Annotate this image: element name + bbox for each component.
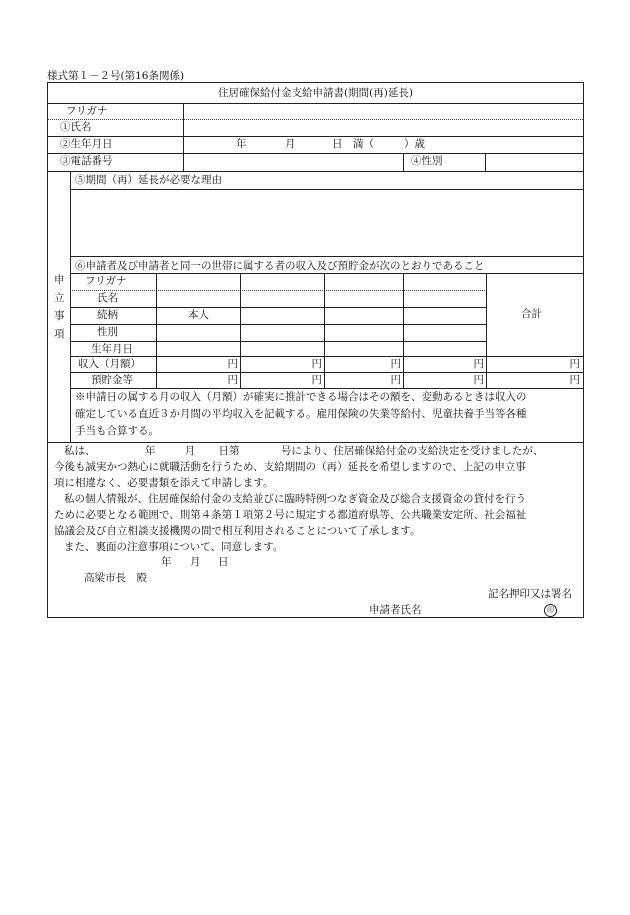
side-label-4: 項 — [54, 328, 65, 340]
age-open: 満（ — [353, 138, 374, 150]
row-label-savings: 預貯金等 — [91, 374, 133, 386]
form-caption: 様式第１－２号(第16条関係) — [47, 70, 185, 82]
application-form — [47, 82, 584, 618]
declaration-p1-line2: 今後も誠実かつ熱心に就職活動を行うため、支給期間の（再）延長を希望しますので、上記の申立事 — [54, 461, 526, 473]
row-label-income: 収入（月額） — [78, 358, 141, 370]
yen-unit: 円 — [390, 358, 401, 370]
income-header: ⑥申請者及び申請者と同一の世帯に属する者の収入及び預貯金が次のとおりであること — [75, 260, 485, 272]
yen-unit: 円 — [311, 358, 322, 370]
declaration-p2-line3: 協議会及び自立相談支援機関の間で相互利用されることについて了承します。 — [54, 525, 421, 537]
side-label-2: 立 — [54, 292, 65, 304]
total-label: 合計 — [521, 308, 542, 320]
declaration-p2-line2: ために必要となる範囲で、則第４条第１項第２号に規定する都道府県等、公共職業安定所、社会福祉 — [54, 509, 527, 521]
addressee: 高梁市長 殿 — [84, 572, 147, 584]
birth-day-unit: 日 — [332, 138, 343, 150]
income-note-line: ※申請日の属する月の収入（月額）が確実に推計できる場合はその額を、変動あるときは収入の — [75, 391, 527, 403]
row-label-name: 氏名 — [97, 292, 118, 304]
income-note-line: 手当も合算する。 — [75, 425, 159, 437]
age-close: ）歳 — [404, 138, 425, 150]
seal-mark: 印 — [544, 604, 557, 617]
decl-prefix: 私は、 — [64, 445, 96, 457]
date-day-unit: 日 — [218, 556, 229, 568]
gender-label: ④性別 — [411, 155, 443, 167]
declaration-p2-line1: 私の個人情報が、住居確保給付金の支給並びに臨時特例つなぎ資金及び総合支援資金の貸付を行う — [64, 493, 526, 505]
reason-label: ⑤期間（再）延長が必要な理由 — [75, 174, 222, 186]
form-title: 住居確保給付金支給申請書(期間(再)延長) — [218, 87, 413, 99]
yen-unit: 円 — [473, 374, 484, 386]
date-year-unit: 年 — [161, 556, 172, 568]
declaration-p1-line3: 項に相違なく、必要書類を添えて申請します。 — [54, 477, 274, 489]
phone-label: ③電話番号 — [60, 155, 113, 167]
declaration-p1-line1 — [54, 443, 578, 459]
birth-month-unit: 月 — [285, 138, 296, 150]
row-label-birthdate: 生年月日 — [91, 343, 133, 355]
furigana-label: フリガナ — [66, 105, 108, 117]
name-label: ①氏名 — [60, 121, 92, 133]
yen-unit: 円 — [390, 374, 401, 386]
decl-suffix: 号により、住居確保給付金の支給決定を受けましたが、 — [280, 445, 544, 457]
yen-unit: 円 — [569, 374, 580, 386]
yen-unit: 円 — [311, 374, 322, 386]
yen-unit: 円 — [473, 358, 484, 370]
decl-month-unit: 月 — [184, 445, 196, 457]
row-label-gender: 性別 — [97, 326, 118, 338]
yen-unit: 円 — [569, 358, 580, 370]
row-label-furigana: フリガナ — [85, 275, 127, 287]
relation-self: 本人 — [188, 309, 209, 321]
applicant-name-label: 申請者氏名 — [369, 604, 422, 616]
side-label-1: 申 — [54, 274, 65, 286]
income-note-line: 確定している直近３か月間の平均収入を記載する。雇用保険の失業等給付、児童扶養手当等各種 — [75, 408, 527, 420]
decl-year-unit: 年 — [144, 445, 156, 457]
yen-unit: 円 — [227, 358, 238, 370]
birthdate-label: ②生年月日 — [60, 138, 113, 150]
side-label-3: 事 — [54, 310, 65, 322]
yen-unit: 円 — [227, 374, 238, 386]
date-month-unit: 月 — [190, 556, 201, 568]
row-label-relation: 続柄 — [97, 309, 118, 321]
declaration-p3: また、裏面の注意事項について、同意します。 — [64, 541, 284, 553]
sign-note: 記名押印又は署名 — [488, 588, 572, 600]
decl-day-unit: 日第 — [218, 445, 240, 457]
birth-year-unit: 年 — [236, 138, 247, 150]
